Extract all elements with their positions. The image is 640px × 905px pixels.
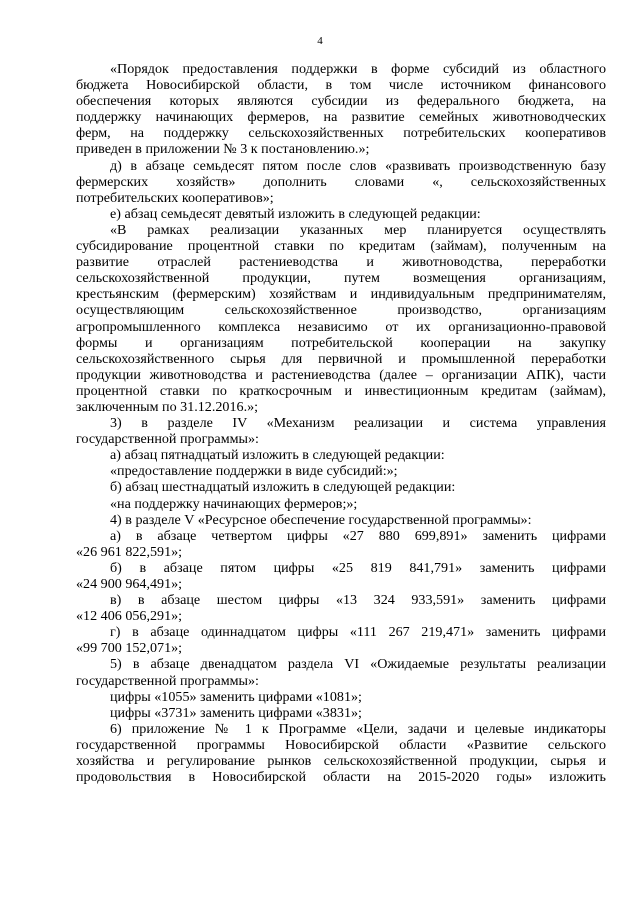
text-line: обеспечения которых являются субсидии из федерального бюджета, на [76, 93, 606, 110]
text-line: продукции животноводства и растениеводства (далее – организации АПК), части [76, 366, 606, 383]
text-line: осуществляющим сельскохозяйственное производство, организациям [76, 302, 606, 319]
text-line: «В рамках реализации указанных мер планируется осуществлять [110, 221, 606, 238]
text-line: 6) приложение № 1 к Программе «Цели, задачи и целевые индикаторы [110, 720, 606, 737]
text-line: государственной программы Новосибирской области «Развитие сельского [76, 736, 606, 753]
text-line: 3) в разделе IV «Механизм реализации и система управления [110, 415, 606, 432]
text-line: агропромышленного комплекса независимо от их организационно-правовой [76, 318, 606, 335]
text-line: б) в абзаце пятом цифры «25 819 841,791» заменить цифрами [110, 559, 606, 576]
text-line: е) абзац семьдесят девятый изложить в следующей редакции: [110, 205, 481, 222]
text-line: «предоставление поддержки в виде субсидий:»; [110, 463, 398, 480]
text-line: «Порядок предоставления поддержки в форме субсидий из областного [110, 61, 606, 77]
text-line: развитие отраслей растениеводства и животноводства, переработки [76, 254, 606, 271]
text-line: потребительских кооперативов»; [76, 189, 274, 206]
text-line: крестьянским (фермерским) хозяйствам и индивидуальным предпринимателям, [76, 286, 606, 303]
document-body-text [76, 61, 606, 785]
text-line: «99 700 152,071»; [76, 640, 183, 657]
text-line: государственной программы»: [76, 431, 259, 448]
text-line: процентной ставки по краткосрочным и инвестиционным кредитам (займам), [76, 382, 606, 399]
text-line: в) в абзаце шестом цифры «13 324 933,591» заменить цифрами [110, 592, 606, 609]
text-line: продовольствия в Новосибирской области на 2015-2020 годы» изложить [76, 769, 606, 786]
text-line: приведен в приложении № 3 к постановлению.»; [76, 141, 370, 158]
text-line: цифры «1055» заменить цифрами «1081»; [110, 688, 362, 705]
text-line: а) абзац пятнадцатый изложить в следующей редакции: [110, 447, 445, 464]
text-line: «26 961 822,591»; [76, 543, 183, 560]
text-line: д) в абзаце семьдесят пятом после слов «развивать производственную базу [110, 157, 606, 174]
text-line: формы и организациям потребительской кооперации на закупку [76, 334, 606, 351]
text-line: г) в абзаце одиннадцатом цифры «111 267 219,471» заменить цифрами [110, 624, 606, 641]
text-line: «12 406 056,291»; [76, 608, 183, 625]
text-line: ферм, на поддержку сельскохозяйственных потребительских кооперативов [76, 125, 606, 142]
text-line: сельскохозяйственной продукции, путем возмещения организациям, [76, 270, 606, 287]
text-line: 4) в разделе V «Ресурсное обеспечение государственной программы»: [110, 511, 532, 528]
text-line: заключенным по 31.12.2016.»; [76, 398, 259, 415]
text-line: а) в абзаце четвертом цифры «27 880 699,891» заменить цифрами [110, 527, 606, 544]
page-number: 4 [317, 35, 323, 47]
text-line: фермерских хозяйств» дополнить словами «, сельскохозяйственных [76, 173, 606, 190]
text-line: «24 900 964,491»; [76, 576, 183, 592]
text-line: сельскохозяйственного сырья для первичной и промышленной переработки [76, 350, 606, 367]
text-line: 5) в абзаце двенадцатом раздела VI «Ожидаемые результаты реализации [110, 656, 606, 673]
text-line: б) абзац шестнадцатый изложить в следующей редакции: [110, 479, 456, 496]
text-line: хозяйства и регулирование рынков сельскохозяйственной продукции, сырья и [76, 753, 606, 770]
text-line: субсидирование процентной ставки по кредитам (займам), полученным на [76, 238, 606, 255]
text-line: цифры «3731» заменить цифрами «3831»; [110, 704, 362, 721]
text-line: бюджета Новосибирской области, в том числе источником финансового [76, 77, 606, 94]
text-line: государственной программы»: [76, 672, 259, 689]
text-line: поддержку начинающих фермеров, на развитие семейных животноводческих [76, 109, 606, 126]
text-line: «на поддержку начинающих фермеров;»; [110, 495, 358, 512]
